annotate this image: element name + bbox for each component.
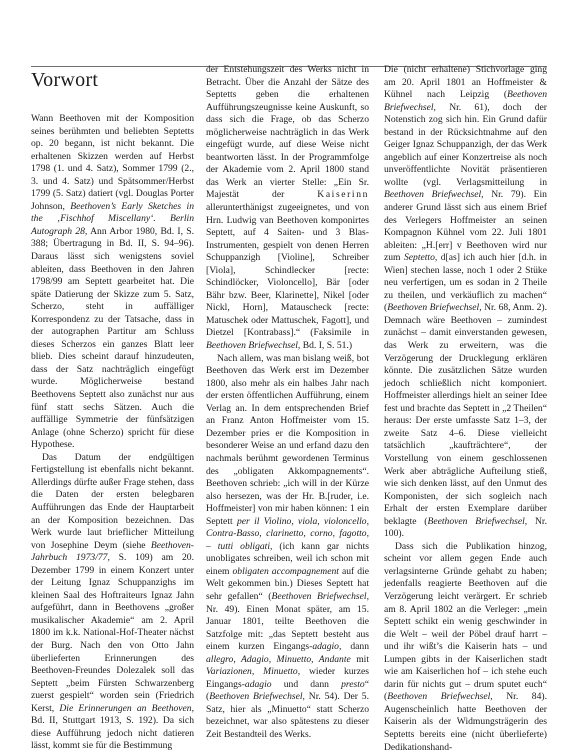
page-title: Vorwort [31,69,99,91]
text-column-1 [31,113,194,753]
paragraph: Wann Beethoven mit der Komposition seines berühmten und beliebten Septetts op. 20 begann, ist nicht bekannt. Die erhaltenen Skizzen werden auf Herbst 1798 (1. und 4. Satz), Sommer 1799 (2., 3. und 4. Satz) und Spätsommer/Herbst 1799 (5. Satz) datiert (vgl. Douglas Porter Johnson, Beethoven’s Early Sketches in the ‚Fischhof Miscellany‘. Berlin Autograph 28, Ann Arbor 1980, Bd. I, S. 388; Übertragung in Bd. II, S. 94–96). Daraus lässt sich wenigstens soviel ableiten, dass Beethoven in den Jahren 1798/99 am Septett gearbeitet hat. Die späte Datierung der Skizze zum 5. Satz, Scherzo, steht in auffälliger Korrespondenz zu der Tatsache, dass in der autographen Partitur am Schluss dieses Scherzos ein ganzes Blatt leer blieb. Dies scheint darauf hinzudeuten, dass der Satz nachträglich eingefügt wurde. Möglicherweise bestand Beethovens Septett also zunächst nur aus fünf statt sechs Sätzen. Auch die auffällige Symmetrie der fünfsätzigen Anlage (ohne Scherzo) spricht für diese Hypothese. [31,113,195,451]
text-column-2 [206,64,369,742]
paragraph: Dass sich die Publikation hinzog, scheint vor allem gegen Ende auch verlagsinterne Gründe gehabt zu haben; jedenfalls reagierte Beethoven auf die Verzögerung leicht verärgert. Er schrieb am 8. April 1802 an die Verleger: „mein Septett schikt ein wenig geschwinder in die Welt – weil der Pöbel drauf harrt – und ihr wißt’s die Kaiserin hats – und Lumpen gibts in der Kaiserlichen stadt wie am Kaiserlichen hof – ich stehe euch darin für nichts gut – drum sputet euch“ (Beethoven Briefwechsel, Nr. 84). Augenscheinlich hatte Beethoven der Kaiserin als der Widmungsträgerin des Septetts bereits eine (nicht überlieferte) Dedikationshand- [384,540,547,753]
paragraph: Das Datum der endgültigen Fertigstellung ist ebenfalls nicht bekannt. Allerdings dürfte außer Frage stehen, dass die Daten der ersten belegbaren Aufführungen das Ende der Hauptarbeit an der Komposition bezeichnen. Das Werk wurde laut brieflicher Mitteilung von Josephine Deym (siehe Beethoven-Jahrbuch 1973/77, S. 109) am 20. Dezember 1799 in einem Konzert unter der Leitung Ignaz Schuppanzighs im kleinen Saal des Hoftraiteurs Ignaz Jahn aufgeführt, dann in Beethovens „großer musikalischer Akademie“ am 2. April 1800 im k.k. National-Hof-Theater nächst der Burg. Nach den von Otto Jahn überlieferten Erinnerungen des Beethoven-Freundes Dolezalek soll das Septett „beim Fürsten Schwarzenberg zuerst gespielt“ worden sein (Friedrich Kerst, Die Erinnerungen an Beethoven, Bd. II, Stuttgart 1913, S. 192). Da sich diese Aufführung jedoch nicht datieren lässt, kommt sie für die Bestimmung [31,451,194,752]
paragraph: der Entstehungszeit des Werks nicht in Betracht. Über die Anzahl der Sätze des Septetts geben die erhaltenen Aufführungszeugnisse keine Auskunft, so dass sich die Frage, ob das Scherzo möglicherweise nachträglich in das Werk eingefügt wurde, auf diese Weise nicht beantworten lässt. In der Programmfolge der Akademie vom 2. April 1800 stand das Werk an vierter Stelle: „Ein Sr. Majestät der Kaiserinn allerunterthänigst zugeeignetes, und von Hrn. Ludwig van Beethoven komponirtes Septett, auf 4 Saiten- und 3 Blas-Instrumenten, gespielt von denen Herren Schuppanzigh [Violine], Schreiber [Viola], Schindlecker [recte: Schindlöcker, Violoncello], Bär [oder Bähr bzw. Beer, Klarinette], Nikel [oder Nickl, Horn], Matauscheck [recte: Matuschek oder Mattuschek, Fagott], und Dietzel [Kontrabass].“ (Faksimile in Beethoven Briefwechsel, Bd. I, S. 51.) [206,64,369,352]
text-column-3 [384,64,547,754]
paragraph: Die (nicht erhaltene) Stichvorlage ging am 20. April 1801 an Hoffmeister & Kühnel nach Leipzig (Beethoven Briefwechsel, Nr. 61), doch der Notenstich zog sich hin. Ein Grund dafür bestand in der Rücksichtnahme auf den Geiger Ignaz Schuppanzigh, der das Werk angeblich auf einer Konzertreise als noch unveröffentlichte Novität präsentieren wollte (vgl. Verlagsmitteilung in Beethoven Briefwechsel, Nr. 79). Ein anderer Grund lässt sich aus einem Brief des Verlegers Hoffmeister an seinen Kompagnon Kühnel vom 22. Juli 1801 ableiten: „H.[err] v Beethoven wird nur zum Septetto, d[as] ich auch hier [d.h. in Wien] stechen lasse, noch 1 oder 2 Stüke neu verfertigen, um es sodan in 2 Theile zu theilen, und verkäuflich zu machen“ (Beethoven Briefwechsel, Nr. 68, Anm. 2). Demnach wäre Beethoven – zumindest zunächst – damit einverstanden gewesen, das Werk zu erweitern, was die Verzögerung der Drucklegung erklären könnte. Die zusätzlichen Sätze wurden jedoch schließlich nicht komponiert. Hoffmeister allerdings hielt an seiner Idee fest und brachte das Septett in „2 Theilen“ heraus: Der erste umfasste Satz 1–3, der zweite Satz 4–6. Diese vielleicht tatsächlich „kaufträchtere“, der Vorstellung von einem geschlossenen Werk aber abträgliche Aufteilung stieß, wie sich denken lässt, auf den Unmut des Komponisten, der sich sogleich nach Erhalt der ersten Exemplare darüber beklagte (Beethoven Briefwechsel, Nr. 100). [384,64,547,540]
paragraph: Nach allem, was man bislang weiß, bot Beethoven das Werk erst im Dezember 1800, also mehr als ein halbes Jahr nach der ersten öffentlichen Aufführung, einem Verlag an. In dem entsprechenden Brief an Franz Anton Hoffmeister vom 15. Dezember pries er die Komposition in besonderer Weise an und erfand dazu den nachmals berühmt gewordenen Terminus des „obligaten Akkompagnements“. Beethoven schrieb: „ich will in der Kürze also hersezen, was der Hr. B.[ruder, i.e. Hoffmeister] von mir haben können: 1 ein Septett per il Violino, viola, violoncello, Contra-Basso, clarinetto, corno, fagotto, – tutti obligati, (ich kann gar nichts unobligates schreiben, weil ich schon mit einem obligaten accompagnement auf die Welt gekommen bin.) Dieses Septett hat sehr gefallen“ (Beethoven Briefwechsel, Nr. 49). Einen Monat später, am 15. Januar 1801, teilte Beethoven die Satzfolge mit: „das Septett besteht aus einem kurzen Eingangs-adagio, dann allegro, Adagio, Minuetto, Andante mit Variazionen, Minuetto, wieder kurzes Eingangs-adagio und dann presto“ (Beethoven Briefwechsel, Nr. 54). Der 5. Satz, hier als „Minuetto“ statt Scherzo bezeichnet, war also spätestens zu dieser Zeit Bestandteil des Werks. [206,352,369,740]
